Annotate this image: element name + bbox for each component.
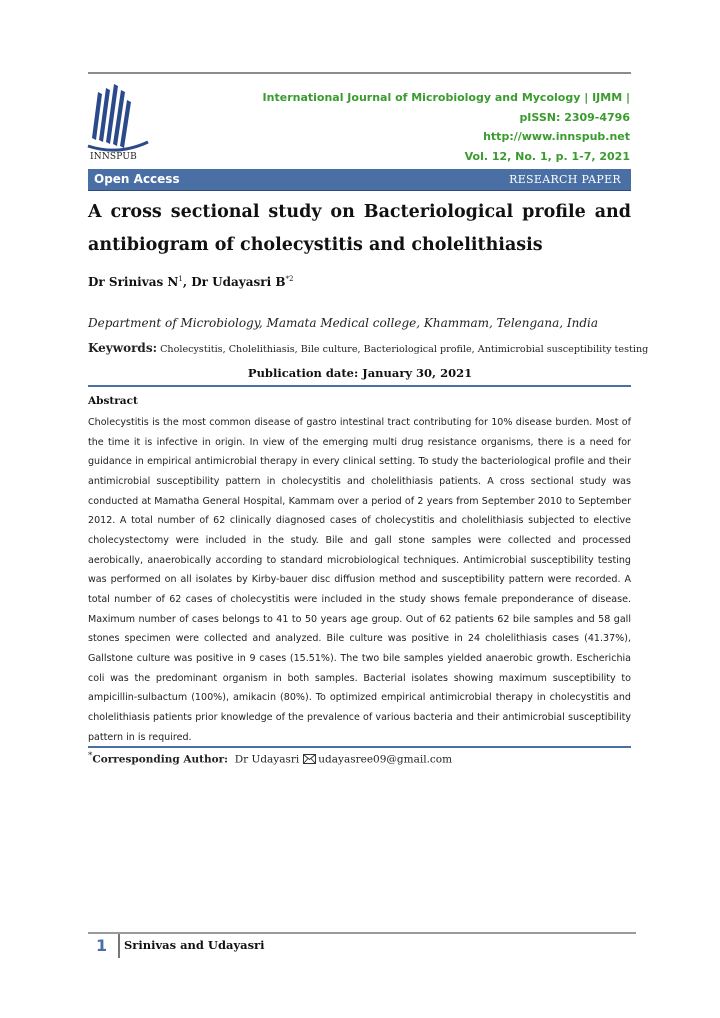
paper-type-label: RESEARCH PAPER [509,173,621,186]
open-access-bar [88,169,631,191]
author-1-affil: 1 [178,275,183,283]
footer-rule [88,932,636,934]
top-rule [88,72,631,74]
logo-text: INNSPUB [90,152,137,162]
corresponding-author [88,751,452,766]
abstract-text: Cholecystitis is the most common disease of gastro intestinal tract contributing for 10% disease burden. Most of the time it is infective in origin. In view of the emerging multi drug resistance organisms, there is a need for guidance in empirical antimicrobial therapy in every clinical setting. To study the bacteriological profile and their antimicrobial susceptibility pattern in cholecystitis and cholelithiasis patients. A cross sectional study was conducted at Mamatha General Hospital, Kammam over a period of 2 years from September 2010 to September 2012. A total number of 62 clinically diagnosed cases of cholecystitis and cholelithiasis subjected to elective cholecystectomy were included in the study. Bile and gall stone samples were collected and processed aerobically, anaerobically according to standard microbiological techniques. Antimicrobial susceptibility testing was performed on all isolates by Kirby-bauer disc diffusion method and susceptibility pattern were recorded. A total number of 62 cases of cholecystitis were included in the study shows female preponderance of disease. Maximum number of cases belongs to 41 to 50 years age group. Out of 62 patients 62 bile samples and 58 gall stones specimen were collected and analyzed. Bile culture was positive in 24 cholelithiasis cases (41.37%), Gallstone culture was positive in 9 cases (15.51%). The two bile samples yielded anaerobic growth. Escherichia coli was the predominant organism in both samples. Bacterial isolates showing maximum susceptibility to ampicillin-sulbactum (100%), amikacin (80%). To optimized empirical antimicrobial therapy in cholecystitis and cholelithiasis patients prior knowledge of the prevalence of various bacteria and their antimicrobial susceptibility pattern in is required. [88,417,631,743]
abstract-heading: Abstract [88,395,138,407]
affiliation: Department of Microbiology, Mamata Medical college, Khammam, Telengana, India [88,316,598,330]
innspub-logo-icon [82,78,154,158]
abstract-bottom-rule [88,746,631,748]
author-1: Dr Srinivas N [88,275,179,289]
author-2: Dr Udayasri B [191,275,286,289]
title-line-2: antibiogram of cholecystitis and cholelithiasis [88,235,543,255]
corr-star: * [88,751,93,761]
journal-name: International Journal of Microbiology and Mycology | IJMM | [262,91,630,104]
volume-info: Vol. 12, No. 1, p. 1-7, 2021 [464,149,630,163]
abstract-top-rule [88,385,631,387]
page-number: 1 [96,936,108,955]
keywords-list: Cholecystitis, Cholelithiasis, Bile culture, Bacteriological profile, Antimicrobial susceptibility testing [160,344,649,355]
article-title [88,196,631,262]
footer-authors: Srinivas and Udayasri [124,938,265,952]
journal-url[interactable]: http://www.innspub.net [483,130,630,143]
journal-info [263,88,630,166]
footer-divider [118,934,120,958]
author-separator: , [182,275,192,289]
author-list [88,275,293,289]
title-line-1: A cross sectional study on Bacteriological profile and [88,202,631,222]
issn: pISSN: 2309-4796 [519,110,630,124]
keywords [88,341,648,355]
corr-name: Dr Udayasri [234,753,300,766]
keywords-label: Keywords: [88,341,158,355]
author-2-affil: *2 [285,275,294,283]
publication-date: Publication date: January 30, 2021 [247,366,473,380]
open-access-label: Open Access [94,172,180,186]
corr-email[interactable]: udayasree09@gmail.com [318,753,453,766]
mail-icon [303,754,316,764]
corr-label: Corresponding Author: [92,753,229,766]
